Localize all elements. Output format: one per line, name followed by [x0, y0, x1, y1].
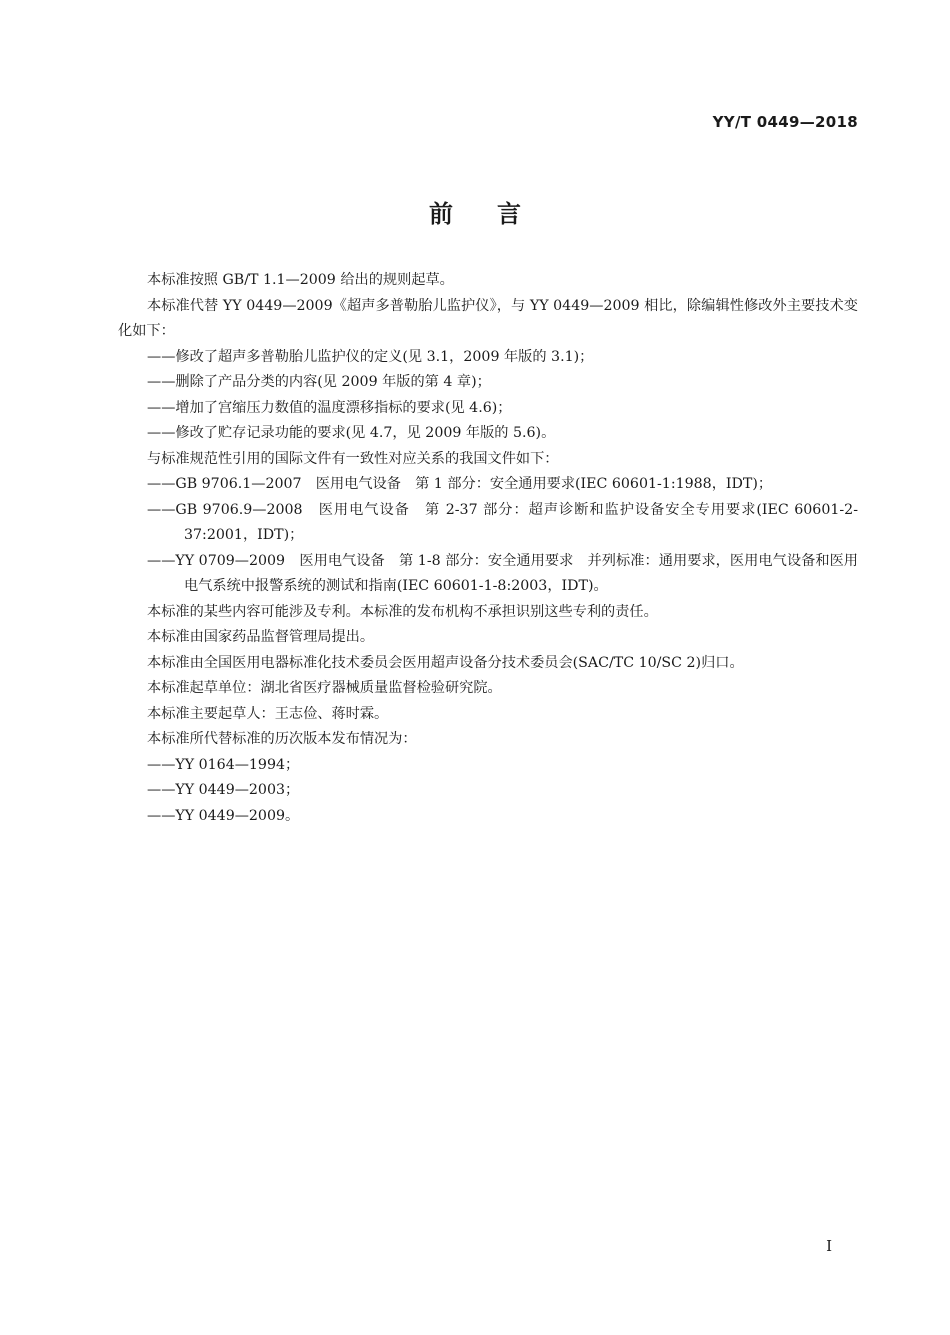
paragraph: 本标准代替 YY 0449—2009《超声多普勒胎儿监护仪》，与 YY 0449—2009 相比，除编辑性修改外主要技术变化如下：	[118, 297, 858, 339]
paragraph: 本标准主要起草人：王志俭、蒋时霖。	[147, 705, 389, 722]
list-item: ——GB 9706.9—2008 医用电气设备 第 2-37 部分：超声诊断和监护设备安全专用要求(IEC 60601-2-37:2001，IDT)；	[147, 501, 858, 543]
standard-code: YY/T 0449—2018	[712, 113, 858, 131]
list-item: ——GB 9706.1—2007 医用电气设备 第 1 部分：安全通用要求(IEC 60601-1:1988，IDT)；	[147, 476, 773, 492]
list-item: ——YY 0709—2009 医用电气设备 第 1-8 部分：安全通用要求 并列标准：通用要求，医用电气设备和医用电气系统中报警系统的测试和指南(IEC 60601-1-8:2003，IDT)。	[147, 552, 858, 594]
list-item: ——YY 0449—2009。	[147, 807, 300, 824]
page-number: I	[826, 1237, 832, 1255]
list-item: ——YY 0164—1994；	[147, 756, 300, 773]
list-item: ——修改了超声多普勒胎儿监护仪的定义(见 3.1，2009 年版的 3.1)；	[147, 348, 594, 365]
list-item: ——增加了宫缩压力数值的温度漂移指标的要求(见 4.6)；	[147, 399, 512, 416]
paragraph: 本标准起草单位：湖北省医疗器械质量监督检验研究院。	[147, 680, 502, 696]
paragraph: 本标准的某些内容可能涉及专利。本标准的发布机构不承担识别这些专利的责任。	[147, 603, 658, 620]
list-item: ——YY 0449—2003；	[147, 782, 300, 798]
paragraph: 与标准规范性引用的国际文件有一致性对应关系的我国文件如下：	[147, 450, 559, 467]
list-item: ——修改了贮存记录功能的要求(见 4.7，见 2009 年版的 5.6)。	[147, 425, 556, 441]
list-item: ——删除了产品分类的内容(见 2009 年版的第 4 章)；	[147, 374, 491, 390]
paragraph: 本标准由全国医用电器标准化技术委员会医用超声设备分技术委员会(SAC/TC 10/SC 2)归口。	[147, 654, 744, 671]
document-body	[118, 268, 858, 829]
paragraph: 本标准所代替标准的历次版本发布情况为：	[147, 731, 417, 747]
paragraph: 本标准按照 GB/T 1.1—2009 给出的规则起草。	[147, 272, 454, 288]
paragraph: 本标准由国家药品监督管理局提出。	[147, 629, 375, 645]
page-title: 前言	[429, 200, 565, 228]
